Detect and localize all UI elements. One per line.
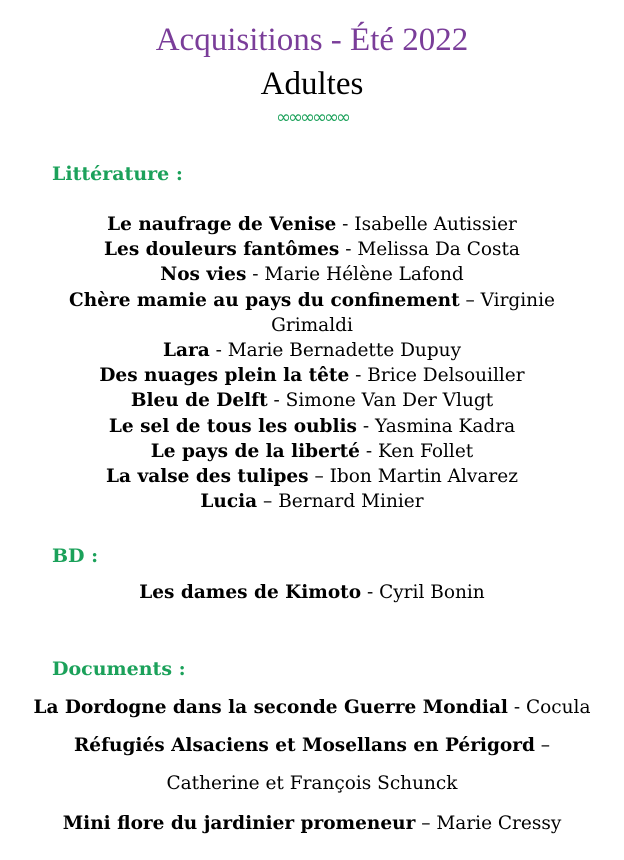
list-item: Des nuages plein la tête - Brice Delsouiller bbox=[99, 365, 525, 387]
book-title: La Dordogne dans la seconde Guerre Mondial bbox=[33, 697, 508, 718]
list-item: Le sel de tous les oublis - Yasmina Kadra bbox=[108, 415, 516, 437]
list-item: Réfugiés Alsaciens et Mosellans en Périgord – bbox=[73, 735, 551, 756]
book-title: La valse des tulipes bbox=[106, 466, 309, 488]
book-author: Brice Delsouiller bbox=[367, 365, 525, 387]
book-author: Cocula bbox=[525, 697, 591, 718]
list-item: Le naufrage de Venise - Isabelle Autissier bbox=[107, 214, 517, 235]
book-title: Des nuages plein la tête bbox=[99, 365, 350, 387]
list-item: La valse des tulipes – Ibon Martin Alvarez bbox=[106, 466, 518, 488]
book-author: Marie Cressy bbox=[436, 813, 562, 834]
list-item: Mini flore du jardinier promeneur – Marie Cressy bbox=[62, 813, 562, 834]
list-item: Le pays de la liberté - Ken Follet bbox=[150, 440, 474, 462]
book-title: Le pays de la liberté bbox=[150, 440, 360, 462]
book-title: Lara bbox=[162, 340, 210, 362]
bd-list bbox=[0, 580, 624, 605]
book-title: Le sel de tous les oublis bbox=[108, 415, 357, 437]
book-title: Lucia bbox=[200, 491, 258, 513]
book-author: Marie Hélène Lafond bbox=[264, 264, 464, 286]
book-author: Yasmina Kadra bbox=[374, 415, 516, 437]
book-title: Mini flore du jardinier promeneur bbox=[62, 813, 416, 834]
book-title: Le naufrage de Venise bbox=[107, 214, 337, 235]
section-heading-bd: BD : bbox=[52, 545, 99, 567]
book-title: Bleu de Delft bbox=[130, 390, 268, 412]
litterature-list bbox=[0, 212, 624, 514]
book-title: Nos vies bbox=[160, 264, 247, 286]
list-item: La Dordogne dans la seconde Guerre Mondial - Cocula bbox=[33, 697, 591, 718]
book-author: Cyril Bonin bbox=[379, 582, 485, 603]
book-title: Les dames de Kimoto bbox=[139, 582, 362, 603]
list-item: Nos vies - Marie Hélène Lafond bbox=[160, 264, 464, 286]
book-author: Melissa Da Costa bbox=[357, 239, 520, 261]
list-item: Les douleurs fantômes - Melissa Da Costa bbox=[104, 239, 520, 261]
list-item: Chère mamie au pays du confinement – Virginie Grimaldi bbox=[69, 289, 555, 336]
book-title: Les douleurs fantômes bbox=[104, 239, 340, 261]
infinity-ornament-icon: ∞∞∞∞∞∞ bbox=[276, 107, 348, 128]
section-heading-litterature: Littérature : bbox=[52, 163, 183, 185]
book-title: Réfugiés Alsaciens et Mosellans en Périgord bbox=[73, 735, 535, 756]
book-author: Marie Bernadette Dupuy bbox=[227, 340, 462, 362]
book-author: Isabelle Autissier bbox=[354, 214, 517, 235]
book-author: Catherine et François Schunck bbox=[166, 773, 458, 794]
list-item: Lucia – Bernard Minier bbox=[200, 491, 424, 513]
book-author: Ibon Martin Alvarez bbox=[329, 466, 518, 488]
list-item: Bleu de Delft - Simone Van Der Vlugt bbox=[130, 390, 494, 412]
section-heading-documents: Documents : bbox=[52, 658, 186, 680]
book-author: Ken Follet bbox=[377, 440, 474, 462]
book-author: Virginie Grimaldi bbox=[271, 289, 555, 336]
book-author: Simone Van Der Vlugt bbox=[285, 390, 494, 412]
list-item: Les dames de Kimoto - Cyril Bonin bbox=[139, 582, 485, 603]
book-title: Chère mamie au pays du confinement bbox=[69, 289, 460, 311]
page-title: Acquisitions - Été 2022 bbox=[155, 22, 469, 58]
list-item: Lara - Marie Bernadette Dupuy bbox=[162, 340, 462, 362]
book-author: Bernard Minier bbox=[278, 491, 424, 513]
page-subtitle: Adultes bbox=[260, 66, 364, 102]
